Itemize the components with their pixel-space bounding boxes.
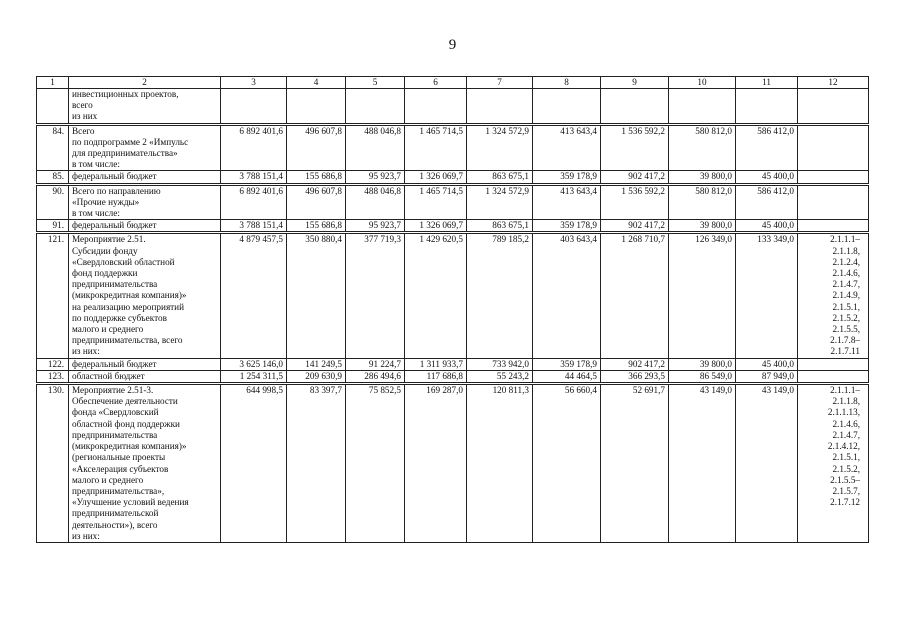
target-codes xyxy=(798,370,869,383)
value-cell: 902 417,2 xyxy=(601,171,669,184)
description-line: фонда «Свердловский xyxy=(72,407,159,418)
value-cell: 1 429 620,5 xyxy=(405,233,467,358)
table-row xyxy=(37,184,869,220)
row-description xyxy=(69,233,221,358)
value-cell: 39 800,0 xyxy=(669,358,736,370)
description-line: Всего по направлению xyxy=(72,185,161,196)
value-cell: 586 412,0 xyxy=(736,124,798,171)
target-code: 2.1.1.1– xyxy=(830,385,860,396)
description-line: инвестиционных проектов, xyxy=(72,89,179,99)
value-cell: 413 643,4 xyxy=(533,184,601,220)
budget-table xyxy=(36,76,869,543)
value-cell: 1 536 592,2 xyxy=(601,124,669,171)
target-code: 2.1.4.6, xyxy=(832,418,860,429)
value-cell: 863 675,1 xyxy=(467,171,533,184)
target-codes xyxy=(798,89,869,125)
column-header: 6 xyxy=(405,77,467,89)
value-cell: 286 494,6 xyxy=(346,370,405,383)
value-cell: 91 224,7 xyxy=(346,358,405,370)
target-code: 2.1.5.2, xyxy=(832,463,860,474)
value-cell: 496 607,8 xyxy=(287,124,346,171)
row-number: 90. xyxy=(37,184,69,220)
target-code: 2.1.1.13, xyxy=(827,407,860,418)
value-cell: 359 178,9 xyxy=(533,358,601,370)
description-line: предпринимательства xyxy=(72,279,158,290)
row-number: 130. xyxy=(37,384,69,543)
value-cell: 141 249,5 xyxy=(287,358,346,370)
table-row xyxy=(37,124,869,171)
target-code: 2.1.1.8, xyxy=(832,245,860,256)
description-line: Мероприятие 2.51. xyxy=(72,234,146,245)
description-line: предпринимательства, всего xyxy=(72,335,183,346)
value-cell: 83 397,7 xyxy=(287,384,346,543)
value-cell: 56 660,4 xyxy=(533,384,601,543)
value-cell: 1 324 572,9 xyxy=(467,124,533,171)
target-code: 2.1.7.11 xyxy=(830,346,860,357)
description-line: по подпрограмме 2 «Импульс xyxy=(72,136,189,147)
value-cell xyxy=(405,89,467,125)
target-code: 2.1.1.1– xyxy=(830,234,860,245)
value-cell xyxy=(533,89,601,125)
value-cell: 43 149,0 xyxy=(669,384,736,543)
value-cell: 4 879 457,5 xyxy=(221,233,287,358)
value-cell: 3 788 151,4 xyxy=(221,220,287,233)
value-cell: 1 465 714,5 xyxy=(405,184,467,220)
row-description xyxy=(69,220,221,233)
value-cell: 169 287,0 xyxy=(405,384,467,543)
description-line: (региональные проекты xyxy=(72,452,166,463)
target-code: 2.1.5.1, xyxy=(832,452,860,463)
value-cell: 496 607,8 xyxy=(287,184,346,220)
column-header: 5 xyxy=(346,77,405,89)
value-cell: 1 326 069,7 xyxy=(405,171,467,184)
value-cell: 117 686,8 xyxy=(405,370,467,383)
description-line: областной фонд поддержки xyxy=(72,418,180,429)
description-line: на реализацию мероприятий xyxy=(72,301,185,312)
value-cell: 902 417,2 xyxy=(601,358,669,370)
value-cell: 789 185,2 xyxy=(467,233,533,358)
description-line: из них: xyxy=(72,530,100,541)
value-cell: 87 949,0 xyxy=(736,370,798,383)
description-line: предпринимательства xyxy=(72,429,158,440)
row-description xyxy=(69,370,221,383)
value-cell: 3 788 151,4 xyxy=(221,171,287,184)
value-cell: 1 324 572,9 xyxy=(467,184,533,220)
target-code: 2.1.5.7, xyxy=(832,485,860,496)
row-description xyxy=(69,384,221,543)
value-cell: 86 549,0 xyxy=(669,370,736,383)
value-cell: 209 630,9 xyxy=(287,370,346,383)
target-code: 2.1.1.8, xyxy=(832,396,860,407)
value-cell: 6 892 401,6 xyxy=(221,184,287,220)
value-cell xyxy=(287,89,346,125)
description-line: Обеспечение деятельности xyxy=(72,396,178,407)
value-cell: 1 268 710,7 xyxy=(601,233,669,358)
value-cell: 863 675,1 xyxy=(467,220,533,233)
value-cell: 644 998,5 xyxy=(221,384,287,543)
description-line: малого и среднего xyxy=(72,324,144,335)
table-row xyxy=(37,370,869,383)
description-line: деятельности»), всего xyxy=(72,519,158,530)
column-header: 1 xyxy=(37,77,69,89)
description-line: (микрокредитная компания)» xyxy=(72,441,187,452)
value-cell: 75 852,5 xyxy=(346,384,405,543)
table-row xyxy=(37,220,869,233)
column-header: 3 xyxy=(221,77,287,89)
description-line: малого и среднего xyxy=(72,474,144,485)
column-header: 7 xyxy=(467,77,533,89)
value-cell: 52 691,7 xyxy=(601,384,669,543)
row-description xyxy=(69,171,221,184)
description-line: федеральный бюджет xyxy=(72,358,157,369)
value-cell: 1 465 714,5 xyxy=(405,124,467,171)
target-code: 2.1.5.2, xyxy=(832,312,860,323)
row-description xyxy=(69,124,221,171)
target-code: 2.1.7.8– xyxy=(830,335,860,346)
value-cell: 45 400,0 xyxy=(736,171,798,184)
value-cell: 488 046,8 xyxy=(346,124,405,171)
description-line: по поддержке субъектов xyxy=(72,312,167,323)
value-cell: 1 254 311,5 xyxy=(221,370,287,383)
target-codes xyxy=(798,220,869,233)
description-line: Мероприятие 2.51-3. xyxy=(72,385,154,396)
value-cell: 586 412,0 xyxy=(736,184,798,220)
value-cell xyxy=(221,89,287,125)
column-header: 8 xyxy=(533,77,601,89)
value-cell xyxy=(669,89,736,125)
value-cell: 3 625 146,0 xyxy=(221,358,287,370)
description-line: предпринимательства», xyxy=(72,485,165,496)
value-cell: 359 178,9 xyxy=(533,171,601,184)
column-header: 12 xyxy=(798,77,869,89)
target-codes xyxy=(798,233,869,358)
target-code: 2.1.5.1, xyxy=(832,301,860,312)
value-cell: 1 536 592,2 xyxy=(601,184,669,220)
value-cell: 366 293,5 xyxy=(601,370,669,383)
description-line: «Прочие нужды» xyxy=(72,196,140,207)
row-number: 91. xyxy=(37,220,69,233)
value-cell: 403 643,4 xyxy=(533,233,601,358)
table-row xyxy=(37,89,869,125)
value-cell: 39 800,0 xyxy=(669,220,736,233)
value-cell: 45 400,0 xyxy=(736,220,798,233)
column-header: 4 xyxy=(287,77,346,89)
row-number: 85. xyxy=(37,171,69,184)
value-cell xyxy=(346,89,405,125)
value-cell: 120 811,3 xyxy=(467,384,533,543)
value-cell: 45 400,0 xyxy=(736,358,798,370)
column-header: 9 xyxy=(601,77,669,89)
description-line: в том числе: xyxy=(72,208,120,219)
value-cell: 1 311 933,7 xyxy=(405,358,467,370)
value-cell: 126 349,0 xyxy=(669,233,736,358)
value-cell: 155 686,8 xyxy=(287,171,346,184)
row-number: 122. xyxy=(37,358,69,370)
value-cell: 55 243,2 xyxy=(467,370,533,383)
target-codes xyxy=(798,171,869,184)
page-number: 9 xyxy=(448,37,457,53)
value-cell: 350 880,4 xyxy=(287,233,346,358)
target-codes xyxy=(798,124,869,171)
target-code: 2.1.4.7, xyxy=(832,279,860,290)
value-cell: 44 464,5 xyxy=(533,370,601,383)
target-code: 2.1.2.4, xyxy=(832,256,860,267)
row-description xyxy=(69,184,221,220)
column-header: 2 xyxy=(69,77,221,89)
value-cell: 377 719,3 xyxy=(346,233,405,358)
value-cell: 413 643,4 xyxy=(533,124,601,171)
target-codes xyxy=(798,358,869,370)
description-line: из них xyxy=(72,111,98,122)
description-line: Всего xyxy=(72,125,95,136)
description-line: «Акселерация субъектов xyxy=(72,463,169,474)
value-cell: 95 923,7 xyxy=(346,220,405,233)
value-cell xyxy=(467,89,533,125)
row-number: 123. xyxy=(37,370,69,383)
target-code: 2.1.5.5– xyxy=(830,474,860,485)
description-line: федеральный бюджет xyxy=(72,220,157,231)
description-line: «Улучшение условий ведения xyxy=(72,497,189,508)
description-line: областной бюджет xyxy=(72,370,145,381)
column-header: 11 xyxy=(736,77,798,89)
target-code: 2.1.4.7, xyxy=(832,429,860,440)
target-codes xyxy=(798,384,869,543)
value-cell: 359 178,9 xyxy=(533,220,601,233)
row-description xyxy=(69,358,221,370)
row-number xyxy=(37,89,69,125)
description-line: федеральный бюджет xyxy=(72,171,157,182)
column-header: 10 xyxy=(669,77,736,89)
target-code: 2.1.5.5, xyxy=(832,324,860,335)
description-line: в том числе: xyxy=(72,159,120,170)
table-row xyxy=(37,384,869,543)
table-header-row xyxy=(37,77,869,89)
table-row xyxy=(37,358,869,370)
description-line: Субсидии фонду xyxy=(72,245,138,256)
value-cell: 6 892 401,6 xyxy=(221,124,287,171)
description-line: из них: xyxy=(72,346,100,357)
value-cell: 488 046,8 xyxy=(346,184,405,220)
target-code: 2.1.4.12, xyxy=(827,441,860,452)
value-cell: 580 812,0 xyxy=(669,184,736,220)
table-row xyxy=(37,171,869,184)
value-cell: 133 349,0 xyxy=(736,233,798,358)
value-cell: 155 686,8 xyxy=(287,220,346,233)
row-number: 84. xyxy=(37,124,69,171)
description-line: всего xyxy=(72,100,93,111)
value-cell: 39 800,0 xyxy=(669,171,736,184)
row-number: 121. xyxy=(37,233,69,358)
value-cell: 733 942,0 xyxy=(467,358,533,370)
description-line: (микрокредитная компания)» xyxy=(72,290,187,301)
target-code: 2.1.7.12 xyxy=(830,497,860,508)
row-description xyxy=(69,89,221,125)
description-line: предпринимательской xyxy=(72,508,159,519)
table-row xyxy=(37,233,869,358)
description-line: фонд поддержки xyxy=(72,268,138,279)
target-code: 2.1.4.6, xyxy=(832,268,860,279)
value-cell xyxy=(601,89,669,125)
value-cell: 1 326 069,7 xyxy=(405,220,467,233)
target-codes xyxy=(798,184,869,220)
description-line: «Свердловский областной xyxy=(72,256,175,267)
target-code: 2.1.4.9, xyxy=(832,290,860,301)
value-cell: 902 417,2 xyxy=(601,220,669,233)
value-cell: 95 923,7 xyxy=(346,171,405,184)
description-line: для предпринимательства» xyxy=(72,148,178,159)
value-cell: 580 812,0 xyxy=(669,124,736,171)
value-cell: 43 149,0 xyxy=(736,384,798,543)
value-cell xyxy=(736,89,798,125)
